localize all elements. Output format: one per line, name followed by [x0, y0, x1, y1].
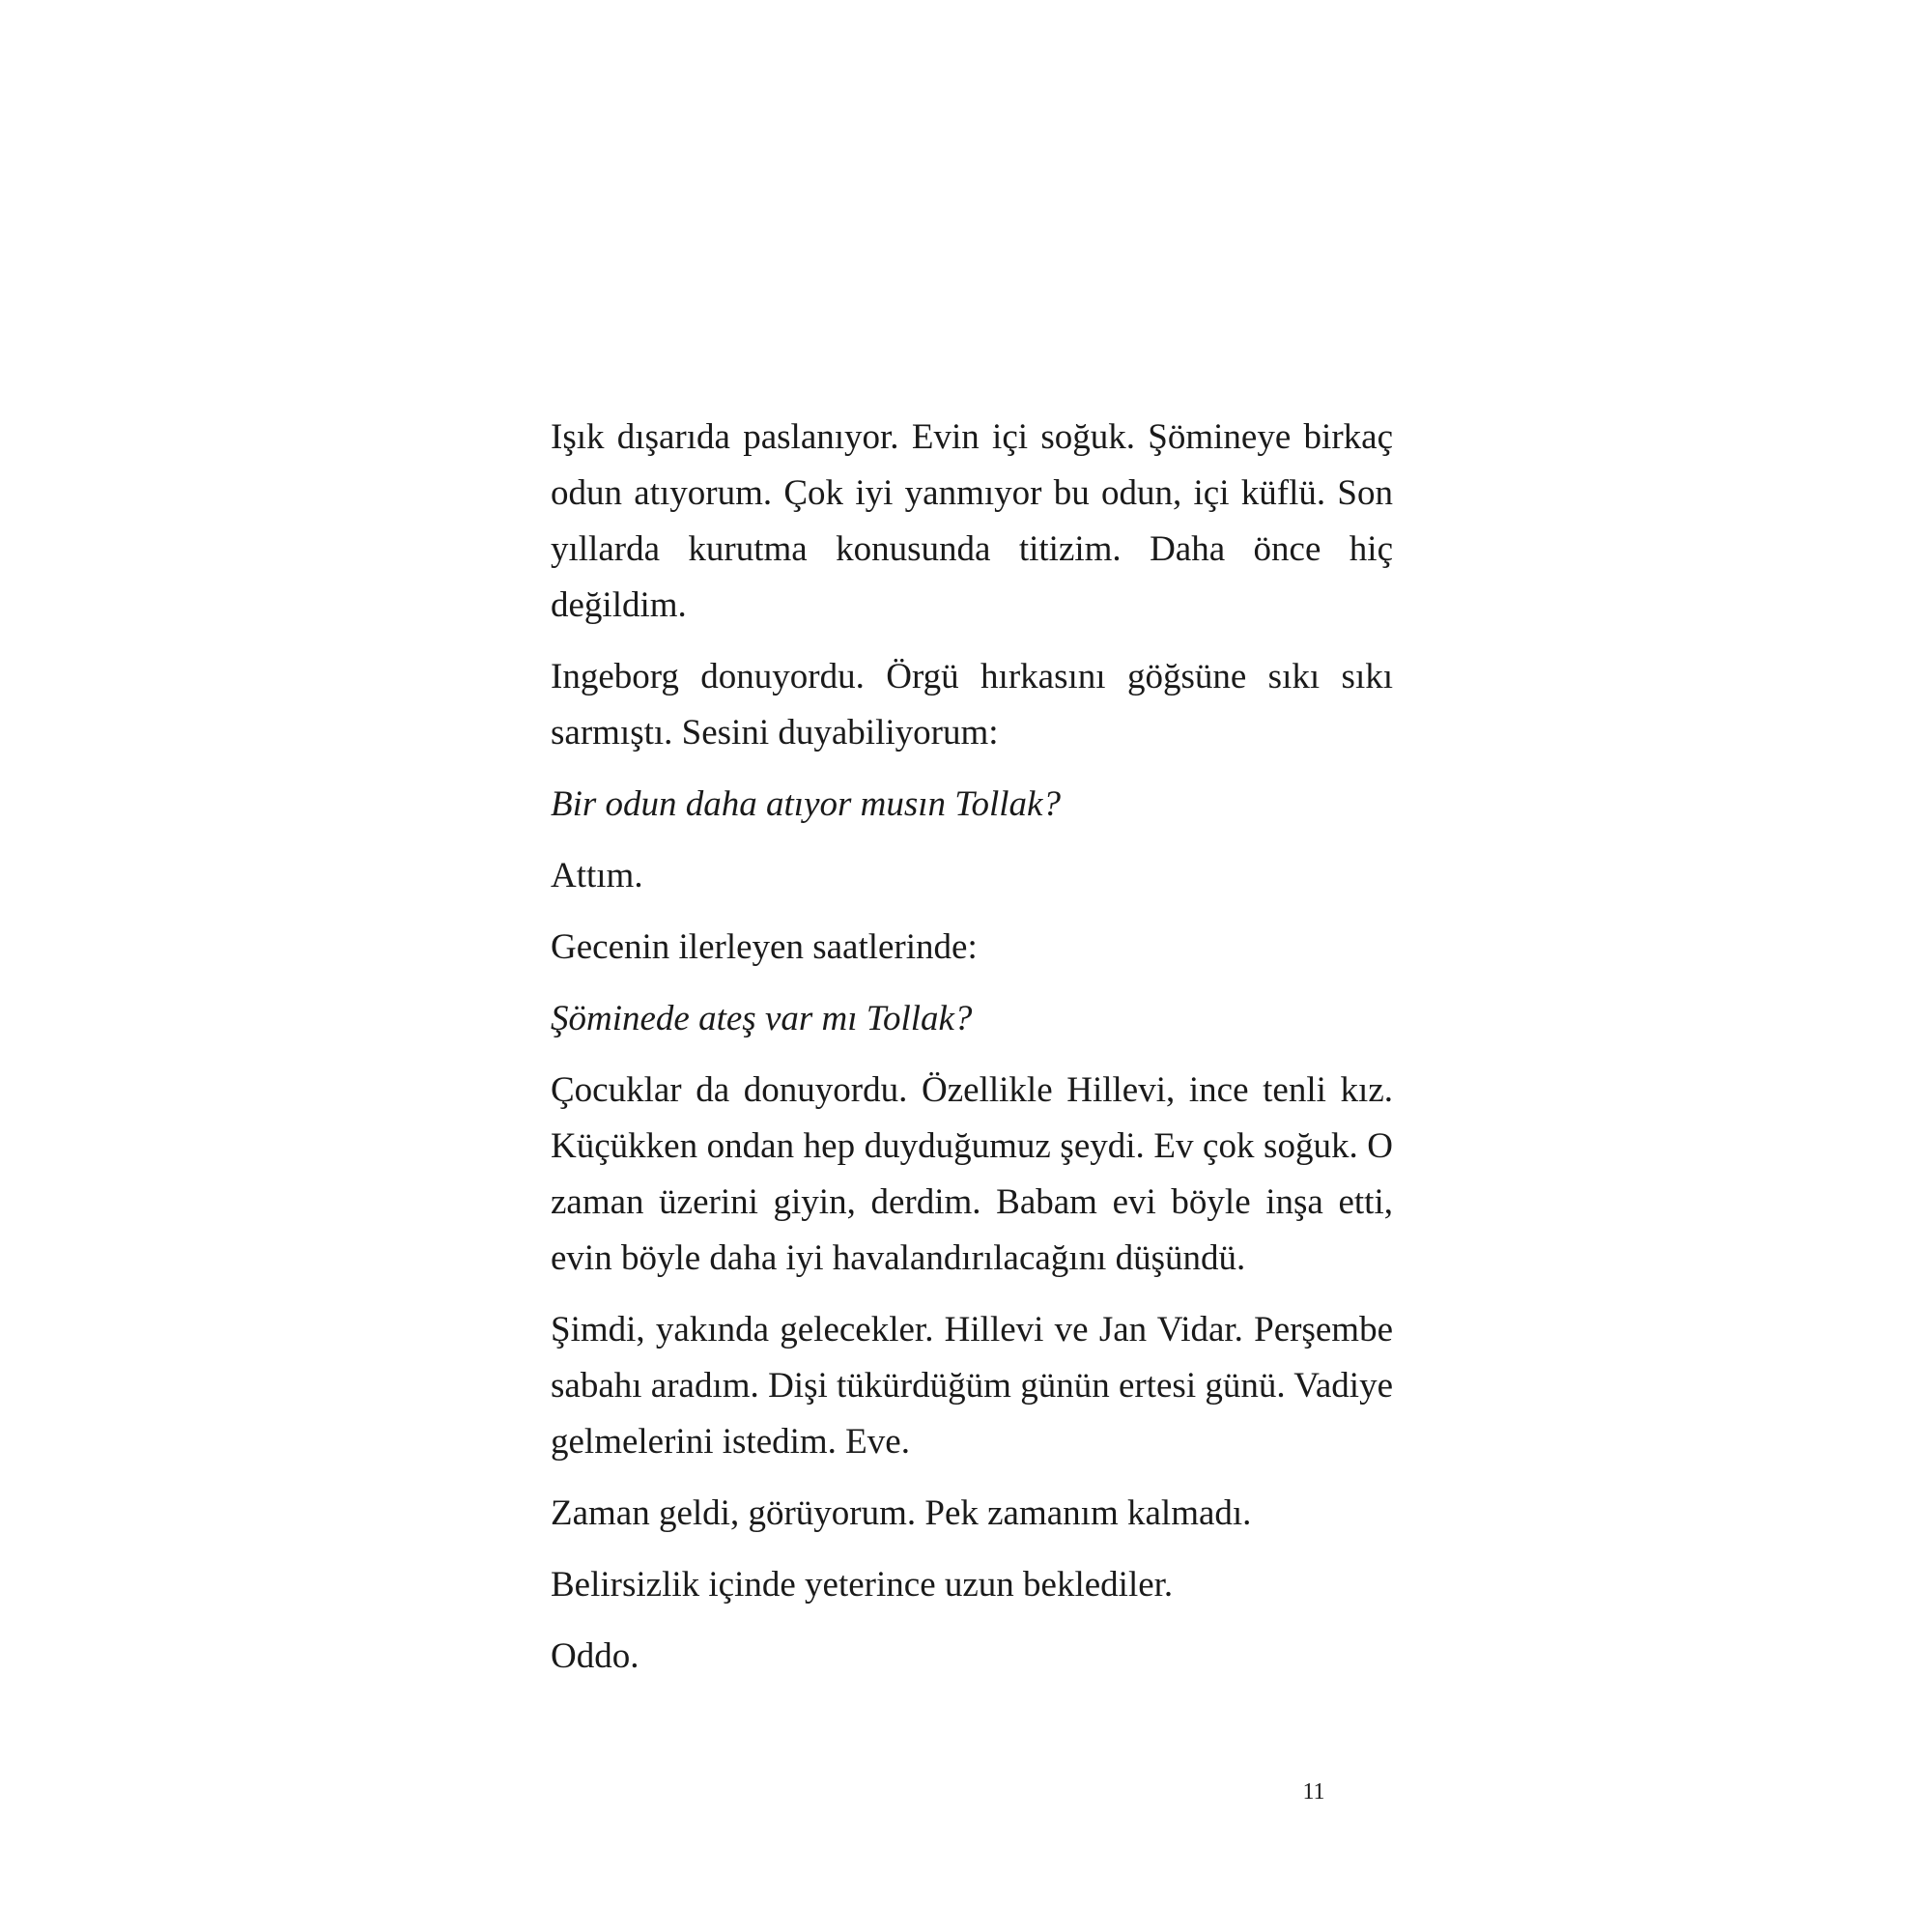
paragraph: Belirsizlik içinde yeterince uzun beklediler. — [551, 1565, 1174, 1605]
paragraph: Oddo. — [551, 1636, 639, 1676]
paragraph: Işık dışarıda paslanıyor. Evin içi soğuk. Şömineye birkaç odun atıyorum. Çok iyi yanmıyor bu odun, içi küflü. Son yıllarda kurutma konusunda titizim. Daha önce hiç değildim. — [551, 417, 1393, 625]
body-text — [551, 410, 1393, 1700]
page-number: 11 — [1302, 1779, 1325, 1804]
paragraph: Attım. — [551, 856, 643, 895]
paragraph: Zaman geldi, görüyorum. Pek zamanım kalmadı. — [551, 1493, 1252, 1533]
italic-dialogue: Şöminede ateş var mı Tollak? — [551, 999, 973, 1038]
paragraph: Gecenin ilerleyen saatlerinde: — [551, 927, 978, 967]
paragraph: Çocuklar da donuyordu. Özellikle Hillevi, ince tenli kız. Küçükken ondan hep duyduğumuz şeydi. Ev çok soğuk. O zaman üzerini giyin, derdim. Babam evi böyle inşa etti, evin böyle daha iyi havalandırılacağını düşündü. — [551, 1070, 1393, 1278]
italic-dialogue: Bir odun daha atıyor musın Tollak? — [551, 784, 1061, 824]
paragraph: Ingeborg donuyordu. Örgü hırkasını göğsüne sıkı sıkı sarmıştı. Sesini duyabiliyorum: — [551, 657, 1393, 753]
paragraph: Şimdi, yakında gelecekler. Hillevi ve Jan Vidar. Perşembe sabahı aradım. Dişi tükürdüğüm günün ertesi günü. Vadiye gelmelerini istedim. Eve. — [551, 1310, 1393, 1462]
